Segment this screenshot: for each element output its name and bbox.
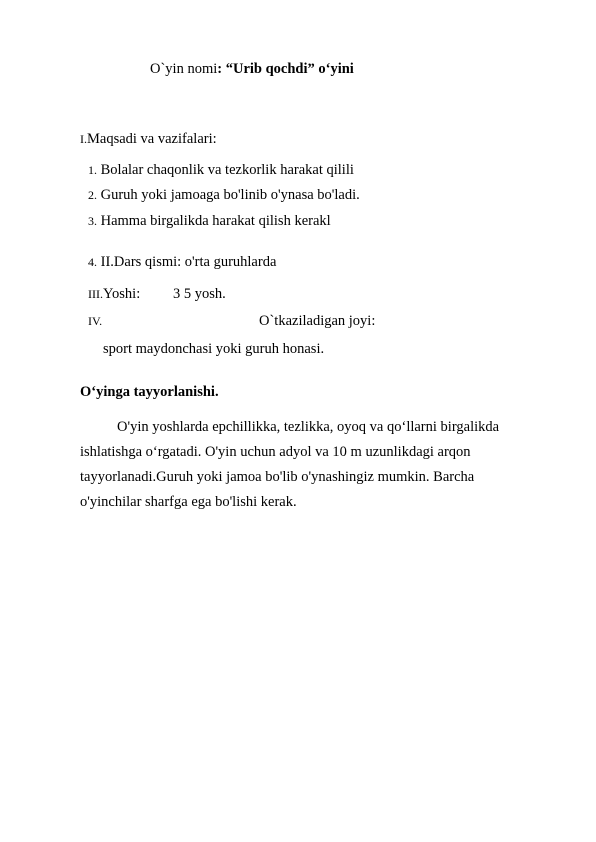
age-label: Yoshi: (103, 286, 141, 302)
preparation-paragraph (80, 415, 550, 515)
paragraph-line: O'yin yoshlarda epchillikka, tezlikka, oyoq va qo‘llarni birgalikda (117, 419, 500, 435)
section-1-number: I. (80, 132, 87, 146)
paragraph-line: ishlatishga o‘rgatadi. O'yin uchun adyol va 10 m uzunlikdagi arqon (80, 444, 471, 460)
list-item-number: 2. (88, 188, 97, 202)
section-1-heading (80, 130, 217, 148)
section-3-number: III. (88, 287, 103, 301)
list-item-number: 3. (88, 214, 97, 228)
location-label: O`tkaziladigan joyi: (259, 313, 376, 329)
list-item-number: 1. (88, 163, 97, 177)
section-1-title: Maqsadi va vazifalari: (87, 131, 217, 147)
title-prefix: O`yin nomi (150, 61, 218, 77)
list-item-text: II.Dars qismi: o'rta guruhlarda (100, 254, 277, 270)
section-4-number: IV. (88, 314, 103, 328)
paragraph-line: tayyorlanadi.Guruh yoki jamoa bo'lib o'ynashingiz mumkin. Barcha (80, 469, 475, 485)
list-item (88, 253, 276, 271)
title-game-name: : “Urib qochdi” o‘yini (217, 61, 354, 77)
list-item (88, 161, 354, 179)
page-title (150, 60, 354, 78)
location-value: sport maydonchasi yoki guruh honasi. (103, 341, 325, 357)
paragraph-line: o'yinchilar sharfga ega bo'lishi kerak. (80, 494, 297, 510)
preparation-heading: O‘yinga tayyorlanishi. (80, 384, 219, 400)
list-item (88, 186, 360, 204)
list-item (88, 212, 331, 230)
age-value: 3 5 yosh. (173, 286, 226, 302)
list-item-number: 4. (88, 255, 97, 269)
list-item-text: Bolalar chaqonlik va tezkorlik harakat qilili (100, 162, 354, 178)
list-item-text: Guruh yoki jamoaga bo'linib o'ynasa bo'ladi. (100, 187, 360, 203)
section-3-age (88, 285, 140, 303)
list-item-text: Hamma birgalikda harakat qilish kerakl (100, 213, 331, 229)
